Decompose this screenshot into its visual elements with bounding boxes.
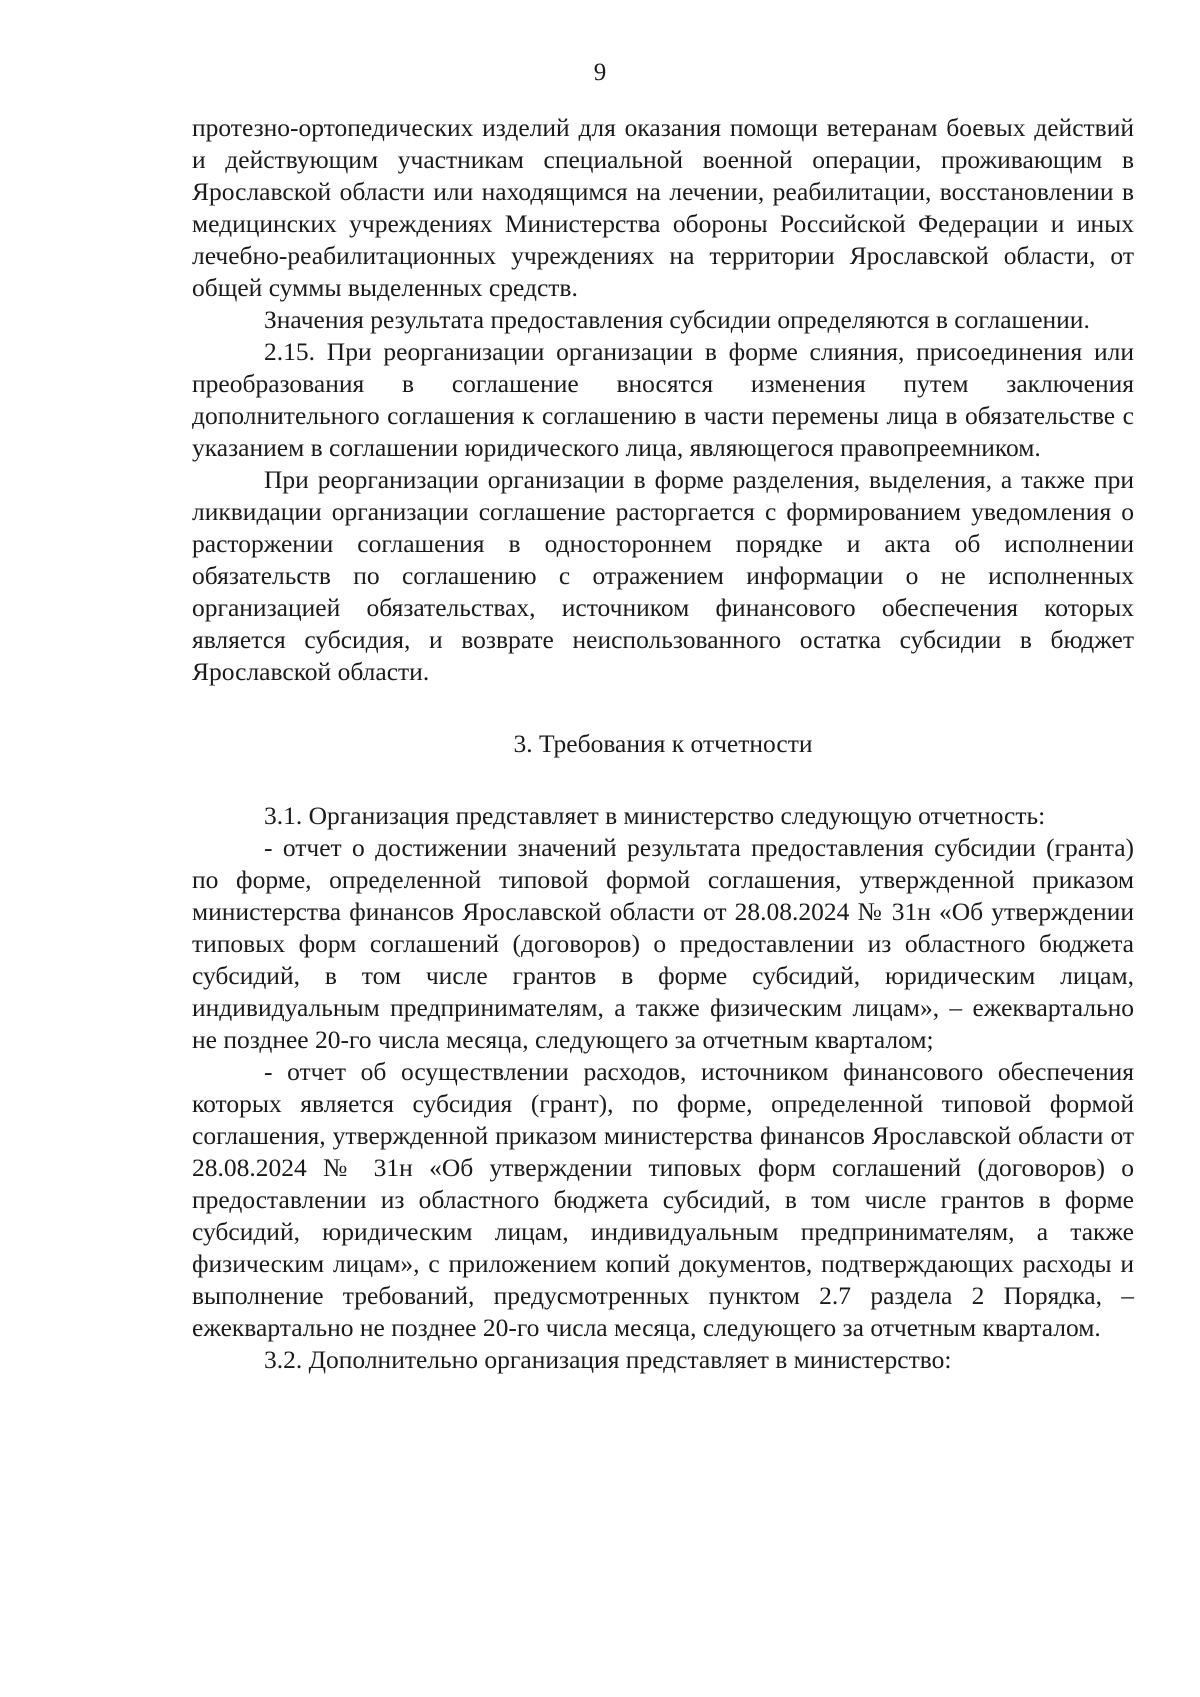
page-number: 9 (593, 59, 607, 86)
paragraph-3-2: 3.2. Дополнительно организация представляет в министерство: (264, 1345, 952, 1374)
paragraph-result-values: Значения результата предоставления субсидии определяются в соглашении. (264, 305, 1090, 334)
paragraph-continuation: протезно-ортопедических изделий для оказания помощи ветеранам боевых действий и действующим участникам специальной военной операции, проживающим в Ярославской области или находящимся на лечении, реабилитации, восстановлении в медицинских учреждениях Министерства обороны Российской Федерации и иных лечебно-реабилитационных учреждениях на территории Ярославской области, от общей суммы выделенных средств. (192, 113, 1134, 302)
list-item-report-results: - отчет о достижении значений результата предоставления субсидии (гранта) по форме, определенной типовой формой соглашения, утвержденной приказом министерства финансов Ярославской области от 28.08.2024 № 31н «Об утверждении типовых форм соглашений (договоров) о предоставлении из областного бюджета субсидий, в том числе грантов в форме субсидий, юридическим лицам, индивидуальным предпринимателям, а также физическим лицам», – ежеквартально не позднее 20-го числа месяца, следующего за отчетным кварталом; (192, 833, 1134, 1054)
list-item-report-expenses: - отчет об осуществлении расходов, источником финансового обеспечения которых является субсидия (грант), по форме, определенной типовой формой соглашения, утвержденной приказом министерства финансов Ярославской области от 28.08.2024 № 31н «Об утверждении типовых форм соглашений (договоров) о предоставлении из областного бюджета субсидий, в том числе грантов в форме субсидий, юридическим лицам, индивидуальным предпринимателям, а также физическим лицам», с приложением копий документов, подтверждающих расходы и выполнение требований, предусмотренных пунктом 2.7 раздела 2 Порядка, – ежеквартально не позднее 20-го числа месяца, следующего за отчетным кварталом. (192, 1057, 1134, 1342)
section-title: 3. Требования к отчетности (513, 729, 813, 758)
paragraph-2-15: 2.15. При реорганизации организации в форме слияния, присоединения или преобразования в соглашение вносятся изменения путем заключения дополнительного соглашения к соглашению в части перемены лица в обязательстве с указанием в соглашении юридического лица, являющегося правопреемником. (192, 337, 1134, 462)
document-body (192, 112, 1134, 1376)
paragraph-reorganization: При реорганизации организации в форме разделения, выделения, а также при ликвидации организации соглашение расторгается с формированием уведомления о расторжении соглашения в одностороннем порядке и акта об исполнении обязательств по соглашению с отражением информации о не исполненных организацией обязательствах, источником финансового обеспечения которых является субсидия, и возврате неиспользованного остатка субсидии в бюджет Ярославской области. (192, 465, 1134, 686)
paragraph-3-1: 3.1. Организация представляет в министерство следующую отчетность: (264, 801, 1046, 830)
